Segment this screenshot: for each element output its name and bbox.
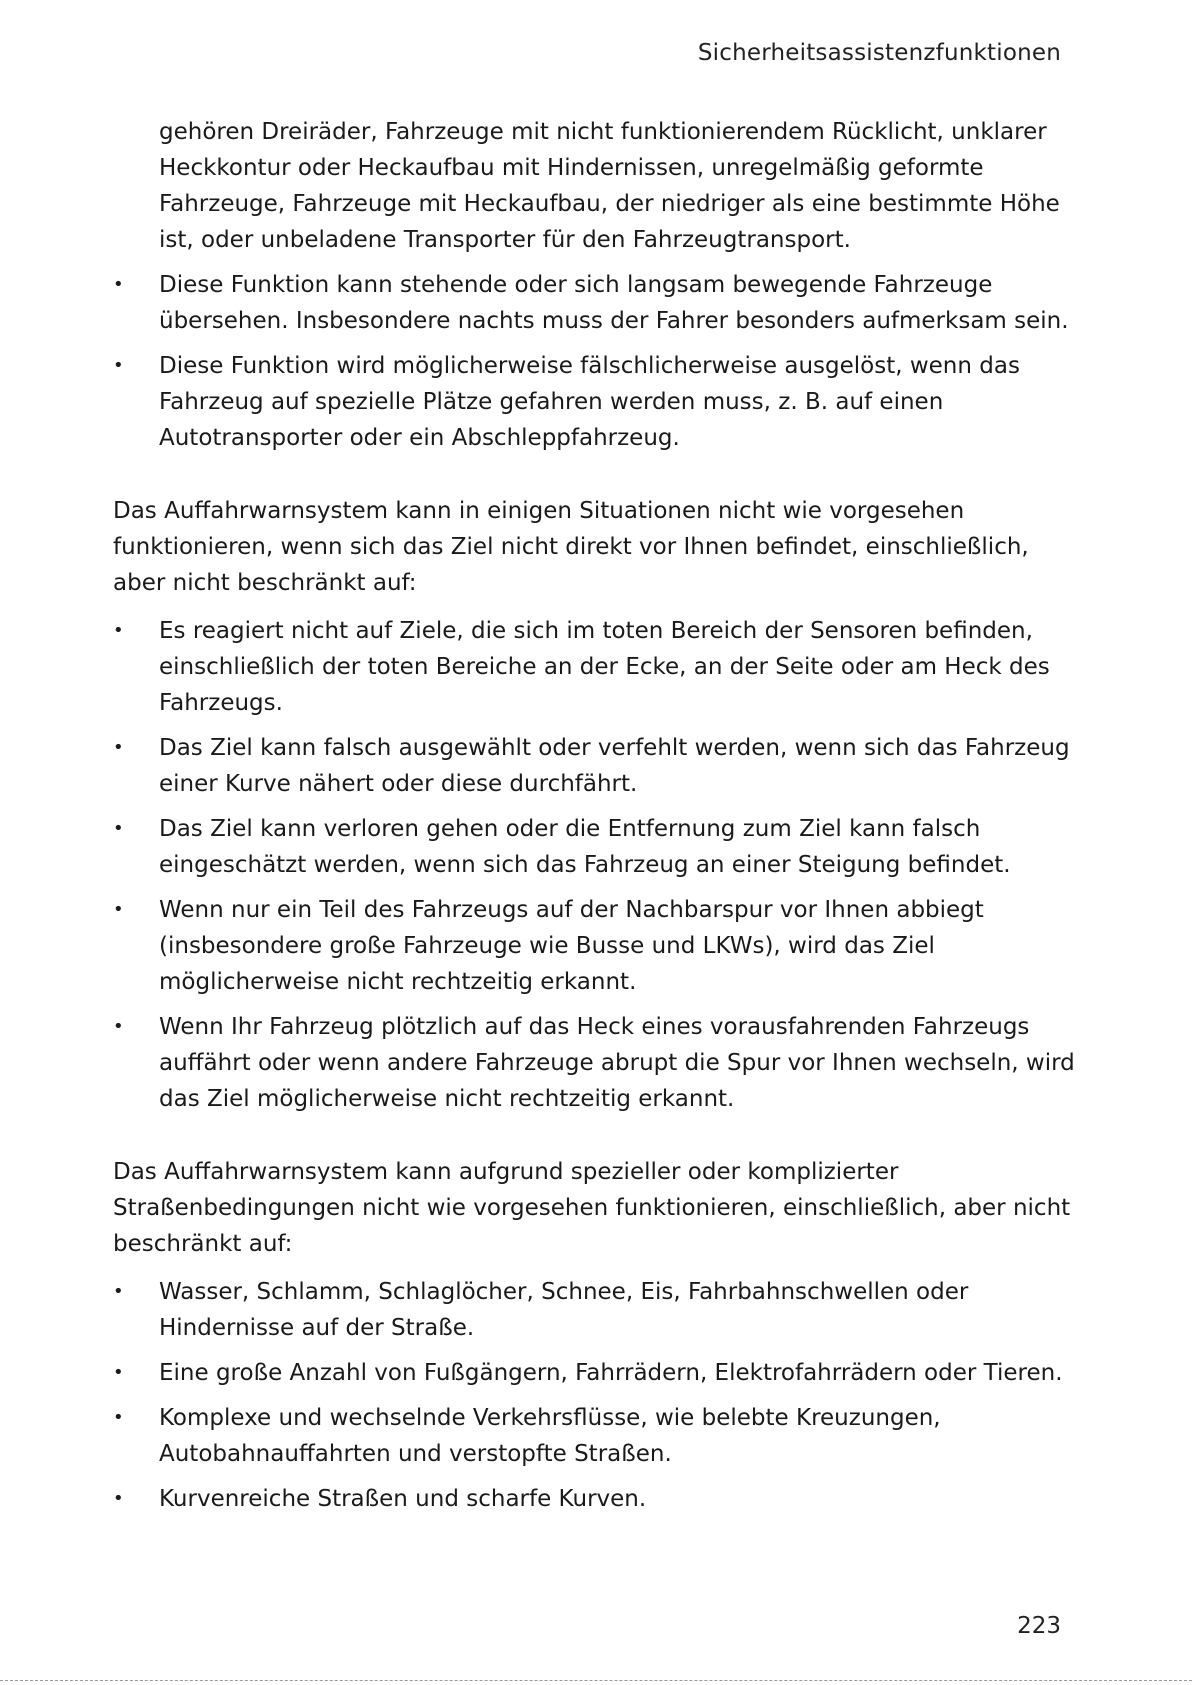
list-item [113,1400,1083,1472]
list-item [113,1009,1083,1117]
list-item-text: Wasser, Schlamm, Schlaglöcher, Schnee, Eis, Fahrbahnschwellen oder Hindernisse auf der Straße. [159,1279,969,1341]
list-item-text: Diese Funktion kann stehende oder sich langsam bewegende Fahrzeuge übersehen. Insbesondere nachts muss der Fahrer besonders aufmerksam sein. [159,272,1069,334]
list-item-text: Diese Funktion wird möglicherweise fälschlicherweise ausgelöst, wenn das Fahrzeug auf spezielle Plätze gefahren werden muss, z. B. auf einen Autotransporter oder ein Abschleppfahrzeug. [159,353,1020,451]
list-item [113,613,1083,721]
list-item [113,1355,1083,1391]
page-bottom-divider [0,1680,1192,1681]
list-item [113,1481,1083,1517]
list-item-text: Eine große Anzahl von Fußgängern, Fahrrädern, Elektrofahrrädern oder Tieren. [159,1360,1063,1386]
list-item [113,267,1083,339]
bullet-icon: • [113,1407,124,1428]
list-item [113,1274,1083,1346]
paragraph-target-situations: Das Auffahrwarnsystem kann in einigen Situationen nicht wie vorgesehen funktionieren, wenn sich das Ziel nicht direkt vor Ihnen befindet, einschließlich, aber nicht beschränkt auf: [113,498,1029,596]
list-item [113,348,1083,456]
page-header-title: Sicherheitsassistenzfunktionen [697,40,1061,66]
list-item [113,892,1083,1000]
bullet-list-road-conditions [113,1274,1083,1517]
bullet-icon: • [113,355,124,376]
bullet-icon: • [113,1281,124,1302]
list-item-text: Komplexe und wechselnde Verkehrsflüsse, wie belebte Kreuzungen, Autobahnauffahrten und verstopfte Straßen. [159,1405,941,1467]
bullet-icon: • [113,274,124,295]
bullet-list-function-limits [113,267,1083,456]
list-item-text: Wenn nur ein Teil des Fahrzeugs auf der Nachbarspur vor Ihnen abbiegt (insbesondere große Fahrzeuge wie Busse und LKWs), wird das Ziel möglicherweise nicht rechtzeitig erkannt. [159,897,984,995]
bullet-icon: • [113,899,124,920]
document-body [113,114,1083,1517]
list-item-text: Das Ziel kann falsch ausgewählt oder verfehlt werden, wenn sich das Fahrzeug einer Kurve nähert oder diese durchfährt. [159,735,1070,797]
bullet-icon: • [113,737,124,758]
list-item [113,730,1083,802]
bullet-icon: • [113,1362,124,1383]
list-item-text: Es reagiert nicht auf Ziele, die sich im toten Bereich der Sensoren befinden, einschließlich der toten Bereiche an der Ecke, an der Seite oder am Heck des Fahrzeugs. [159,618,1050,716]
bullet-icon: • [113,818,124,839]
bullet-list-target-situations [113,613,1083,1117]
page-number: 223 [1017,1613,1061,1639]
list-item-text: Wenn Ihr Fahrzeug plötzlich auf das Heck eines vorausfahrenden Fahrzeugs auffährt oder wenn andere Fahrzeuge abrupt die Spur vor Ihnen wechseln, wird das Ziel möglicherweise nicht rechtzeitig erkannt. [159,1014,1075,1112]
paragraph-road-conditions: Das Auffahrwarnsystem kann aufgrund spezieller oder komplizierter Straßenbedingungen nicht wie vorgesehen funktionieren, einschließlich, aber nicht beschränkt auf: [113,1159,1071,1257]
list-item-text: Kurvenreiche Straßen und scharfe Kurven. [159,1486,647,1512]
bullet-icon: • [113,1488,124,1509]
continued-list-item-text: gehören Dreiräder, Fahrzeuge mit nicht funktionierendem Rücklicht, unklarer Heckkontur oder Heckaufbau mit Hindernissen, unregelmäßig geformte Fahrzeuge, Fahrzeuge mit Heckaufbau, der niedriger als eine bestimmte Höhe ist, oder unbeladene Transporter für den Fahrzeugtransport. [159,119,1060,253]
bullet-icon: • [113,620,124,641]
list-item-text: Das Ziel kann verloren gehen oder die Entfernung zum Ziel kann falsch eingeschätzt werden, wenn sich das Fahrzeug an einer Steigung befindet. [159,816,1011,878]
list-item [113,811,1083,883]
bullet-icon: • [113,1016,124,1037]
